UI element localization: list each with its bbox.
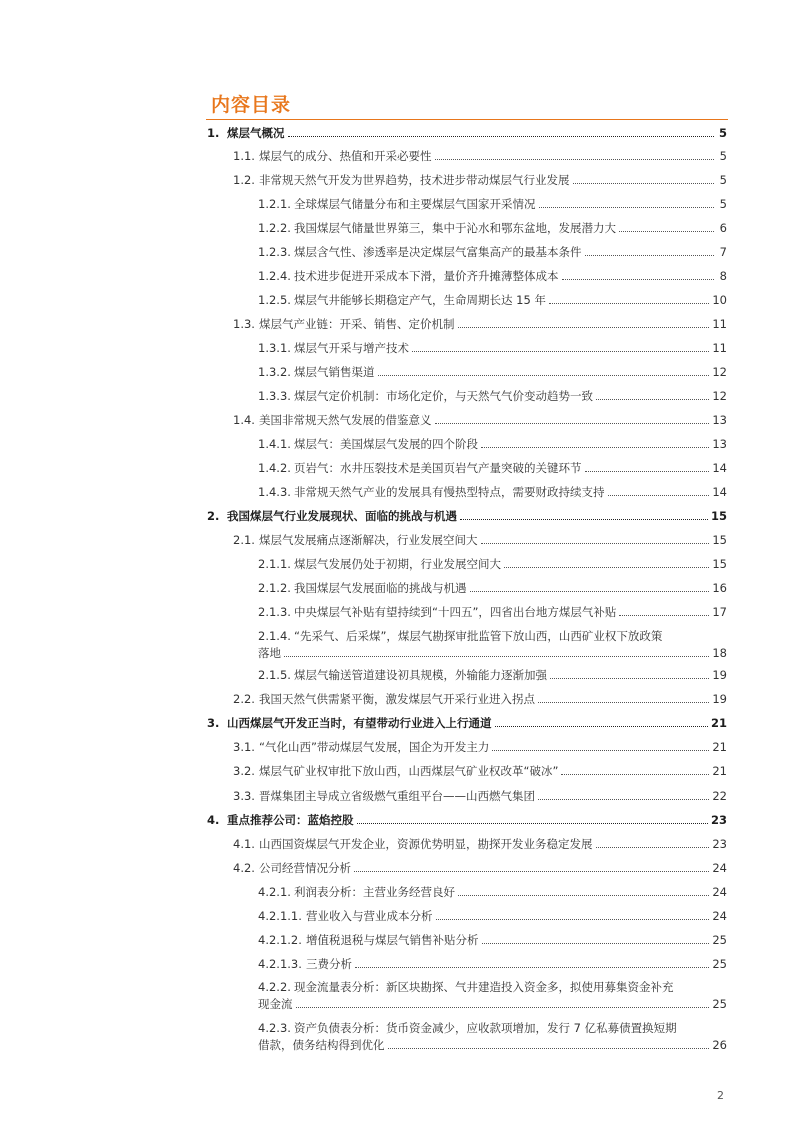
toc-entry-text: 煤层气：美国煤层气发展的四个阶段 <box>294 437 478 451</box>
toc-entry-page: 13 <box>712 413 727 427</box>
dot-leader <box>436 918 710 920</box>
page-number: 2 <box>717 1089 724 1102</box>
toc-entry-text-continued: 现金流 <box>258 997 293 1011</box>
toc-entry-page: 15 <box>712 533 727 547</box>
toc-entry-page: 25 <box>712 957 727 971</box>
dot-leader <box>458 326 710 328</box>
dot-leader <box>288 135 715 137</box>
toc-entry-number: 1. <box>207 126 220 140</box>
toc-entry-number: 3.3. <box>233 789 255 803</box>
toc-entry-text: 公司经营情况分析 <box>259 861 351 875</box>
toc-entry-text: 煤层气井能够长期稳定产气，生命周期长达 15 年 <box>294 293 546 307</box>
dot-leader <box>388 1047 710 1049</box>
toc-entry-number: 2. <box>207 509 220 523</box>
dot-leader <box>562 278 715 280</box>
toc-title: 内容目录 <box>211 94 292 116</box>
toc-entry-number: 3. <box>207 716 220 730</box>
dot-leader <box>435 158 715 160</box>
toc-entry-page: 24 <box>712 861 727 875</box>
dot-leader <box>495 725 708 727</box>
toc-entry-text-continued: 落地 <box>258 646 281 660</box>
dot-leader <box>538 798 709 800</box>
dot-leader <box>550 677 709 679</box>
toc-entry-text: 煤层气产业链：开采、销售、定价机制 <box>259 317 455 331</box>
toc-entry-text: 非常规天然气开发为世界趋势，技术进步带动煤层气行业发展 <box>259 173 570 187</box>
toc-entry-page: 14 <box>712 461 727 475</box>
toc-entry-page: 8 <box>719 269 727 283</box>
toc-entry-number: 3.2. <box>233 764 255 778</box>
dot-leader <box>596 846 710 848</box>
toc-entry-number: 1.4.1. <box>258 437 291 451</box>
toc-entry-number: 2.1.2. <box>258 581 291 595</box>
toc-entry-number: 1.2.1. <box>258 197 291 211</box>
toc-entry-text: 煤层气销售渠道 <box>294 365 375 379</box>
dot-leader <box>619 614 709 616</box>
toc-entry-number: 1.4. <box>233 413 255 427</box>
toc-entry-page: 26 <box>712 1038 727 1052</box>
toc-entry-page: 23 <box>712 837 727 851</box>
toc-entry-page: 11 <box>712 341 727 355</box>
dot-leader <box>585 254 715 256</box>
dot-leader <box>561 773 709 775</box>
toc-entry-text: 三费分析 <box>306 957 352 971</box>
toc-entry-number: 4.1. <box>233 837 255 851</box>
toc-entry-page: 18 <box>712 646 727 660</box>
toc-entry-text-continued: 借款，债务结构得到优化 <box>258 1038 385 1052</box>
toc-entry-page: 15 <box>712 557 727 571</box>
dot-leader <box>492 749 709 751</box>
toc-entry-text: 全球煤层气储量分布和主要煤层气国家开采情况 <box>294 197 536 211</box>
toc-entry-text: 煤层气发展痛点逐渐解决，行业发展空间大 <box>259 533 478 547</box>
dot-leader <box>357 822 708 824</box>
dot-leader <box>596 398 709 400</box>
toc-entry-text: 增值税退税与煤层气销售补贴分析 <box>306 933 479 947</box>
dot-leader <box>549 302 709 304</box>
toc-entry-page: 11 <box>712 317 727 331</box>
toc-entry-number: 1.2.2. <box>258 221 291 235</box>
toc-entry-number: 1.4.2. <box>258 461 291 475</box>
toc-entry-page: 5 <box>719 173 727 187</box>
toc-entry-page: 7 <box>719 245 727 259</box>
toc-entry-text: 我国煤层气行业发展现状、面临的挑战与机遇 <box>227 509 457 523</box>
toc-entry-page: 23 <box>710 813 727 827</box>
toc-entry-number: 1.2.5. <box>258 293 291 307</box>
dot-leader <box>460 518 708 520</box>
toc-entry-text: 我国天然气供需紧平衡，激发煤层气开采行业进入拐点 <box>259 692 535 706</box>
toc-entry-page: 14 <box>712 485 727 499</box>
toc-entry-text: 现金流量表分析：新区块勘探、气井建造投入资金多，拟使用募集资金补充 <box>294 980 674 994</box>
toc-entry-number: 1.3.3. <box>258 389 291 403</box>
toc-entry-page: 25 <box>712 997 727 1011</box>
toc-entry-number: 4.2.3. <box>258 1021 291 1035</box>
toc-entry-number: 2.1.3. <box>258 605 291 619</box>
toc-entry-number: 2.1.1. <box>258 557 291 571</box>
toc-entry-number: 1.3.2. <box>258 365 291 379</box>
toc-entry-text: 煤层气的成分、热值和开采必要性 <box>259 149 432 163</box>
toc-entry-text: “气化山西”带动煤层气发展，国企为开发主力 <box>259 740 490 754</box>
toc-entry-number: 4.2. <box>233 861 255 875</box>
dot-leader <box>482 942 710 944</box>
toc-entry-number: 4.2.2. <box>258 980 291 994</box>
toc-entry-text: 煤层气开采与增产技术 <box>294 341 409 355</box>
toc-entry-page: 19 <box>712 668 727 682</box>
toc-entry-number: 1.2.3. <box>258 245 291 259</box>
dot-leader <box>481 446 709 448</box>
toc-entry-text: 煤层含气性、渗透率是决定煤层气富集高产的最基本条件 <box>294 245 582 259</box>
toc-entry-page: 5 <box>718 126 727 140</box>
dot-leader <box>585 470 710 472</box>
toc-entry-text: 营业收入与营业成本分析 <box>306 909 433 923</box>
dot-leader <box>573 182 715 184</box>
toc-entry-text: 晋煤集团主导成立省级燃气重组平台——山西燃气集团 <box>259 789 535 803</box>
dot-leader <box>481 542 710 544</box>
dot-leader <box>538 701 709 703</box>
toc-entry-number: 2.1. <box>233 533 255 547</box>
toc-entry-page: 10 <box>712 293 727 307</box>
dot-leader <box>435 422 710 424</box>
dot-leader <box>412 350 709 352</box>
dot-leader <box>354 870 709 872</box>
toc-entry-page: 5 <box>719 197 727 211</box>
toc-entry-number: 1.4.3. <box>258 485 291 499</box>
toc-entry-number: 4.2.1.2. <box>258 933 302 947</box>
toc-entry-text: 煤层气概况 <box>227 126 285 140</box>
dot-leader <box>539 206 715 208</box>
toc-entry-text: 美国非常规天然气发展的借鉴意义 <box>259 413 432 427</box>
dot-leader <box>355 966 709 968</box>
toc-entry-number: 4.2.1.3. <box>258 957 302 971</box>
toc-entry-number: 1.1. <box>233 149 255 163</box>
dot-leader <box>296 1006 710 1008</box>
toc-entry-page: 24 <box>712 909 727 923</box>
toc-entry-number: 4.2.1.1. <box>258 909 302 923</box>
toc-entry-page: 12 <box>712 389 727 403</box>
toc-entry-page: 21 <box>712 740 727 754</box>
toc-entry-text: 页岩气：水井压裂技术是美国页岩气产量突破的关键环节 <box>294 461 582 475</box>
dot-leader <box>470 590 710 592</box>
dot-leader <box>608 494 710 496</box>
toc-entry-text: 煤层气矿业权审批下放山西，山西煤层气矿业权改革“破冰” <box>259 764 559 778</box>
toc-entry-number: 4. <box>207 813 220 827</box>
toc-entry-page: 15 <box>710 509 727 523</box>
title-divider <box>206 119 728 120</box>
toc-entry-text: “先采气、后采煤”，煤层气勘探审批监管下放山西，山西矿业权下放政策 <box>294 629 663 643</box>
toc-entry-text: 煤层气发展仍处于初期，行业发展空间大 <box>294 557 501 571</box>
toc-entry-page: 19 <box>712 692 727 706</box>
toc-entry-page: 24 <box>712 885 727 899</box>
toc-entry-number: 2.1.4. <box>258 629 291 643</box>
toc-entry-number: 1.3.1. <box>258 341 291 355</box>
toc-entry-number: 1.2. <box>233 173 255 187</box>
toc-entry-text: 我国煤层气储量世界第三，集中于沁水和鄂东盆地，发展潜力大 <box>294 221 616 235</box>
toc-entry-page: 5 <box>719 149 727 163</box>
toc-entry-page: 6 <box>719 221 727 235</box>
toc-entry-number: 3.1. <box>233 740 255 754</box>
toc-entry-page: 17 <box>712 605 727 619</box>
toc-entry-text: 中央煤层气补贴有望持续到“十四五”，四省出台地方煤层气补贴 <box>294 605 617 619</box>
dot-leader <box>619 230 714 232</box>
toc-entry-text: 资产负债表分析：货币资金减少，应收款项增加，发行 7 亿私募债置换短期 <box>294 1021 677 1035</box>
dot-leader <box>378 374 710 376</box>
toc-entry-text: 山西国资煤层气开发企业，资源优势明显，勘探开发业务稳定发展 <box>259 837 593 851</box>
toc-entry-text: 煤层气定价机制：市场化定价，与天然气气价变动趋势一致 <box>294 389 593 403</box>
toc-entry-number: 2.1.5. <box>258 668 291 682</box>
toc-entry-number: 4.2.1. <box>258 885 291 899</box>
toc-entry-text: 煤层气输送管道建设初具规模，外输能力逐渐加强 <box>294 668 547 682</box>
toc-entry-page: 13 <box>712 437 727 451</box>
toc-entry-number: 1.3. <box>233 317 255 331</box>
dot-leader <box>458 894 709 896</box>
toc-entry-page: 22 <box>712 789 727 803</box>
toc-entry-text: 非常规天然气产业的发展具有慢热型特点，需要财政持续支持 <box>294 485 605 499</box>
dot-leader <box>504 566 709 568</box>
toc-entry-text: 技术进步促进开采成本下滑，量价齐升摊薄整体成本 <box>294 269 559 283</box>
toc-entry-page: 21 <box>710 716 727 730</box>
toc-entry-text: 重点推荐公司：蓝焰控股 <box>227 813 354 827</box>
toc-entry-page: 25 <box>712 933 727 947</box>
toc-entry-text: 山西煤层气开发正当时，有望带动行业进入上行通道 <box>227 716 492 730</box>
toc-entry-number: 2.2. <box>233 692 255 706</box>
toc-entry-page: 16 <box>712 581 727 595</box>
toc-entry-page: 12 <box>712 365 727 379</box>
toc-entry-number: 1.2.4. <box>258 269 291 283</box>
toc-entry-text: 利润表分析：主营业务经营良好 <box>294 885 455 899</box>
dot-leader <box>284 655 709 657</box>
toc-entry-page: 21 <box>712 764 727 778</box>
toc-entry-text: 我国煤层气发展面临的挑战与机遇 <box>294 581 467 595</box>
